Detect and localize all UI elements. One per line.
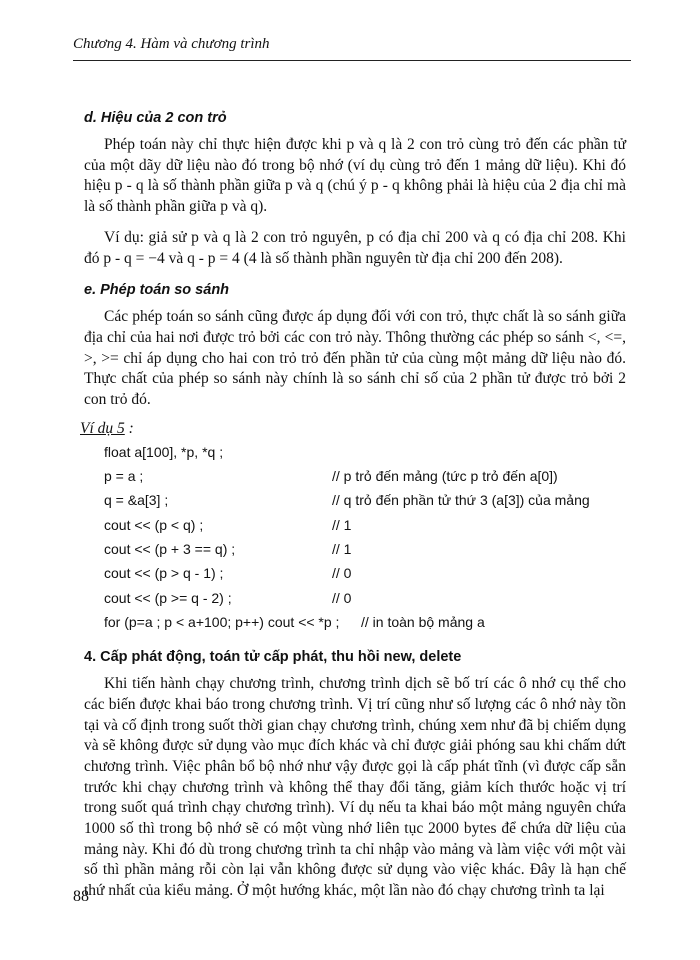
code-line: [84, 488, 626, 512]
section-d-paragraph-1: Phép toán này chỉ thực hiện được khi p và q là 2 con trỏ cùng trỏ đến các phần tử của một dãy dữ liệu nào đó trong bộ nhớ (ví dụ cùng trỏ đến 1 mảng dữ liệu). Khi đó hiệu p - q là số thành phần giữa p và q (chú ý p - q không phải là hiệu của 2 địa chỉ mà là số thành phần giữa p và q).: [84, 136, 626, 216]
code-line: [84, 561, 626, 585]
code-statement: p = a ;: [104, 468, 144, 485]
heading-e: e. Phép toán so sánh: [84, 282, 230, 299]
code-comment: // 0: [332, 589, 352, 606]
heading-section-4: 4. Cấp phát động, toán tử cấp phát, thu hồi new, delete: [84, 649, 462, 666]
code-statement: float a[100], *p, *q ;: [104, 443, 224, 460]
example-label: [80, 420, 626, 438]
code-statement: for (p=a ; p < a+100; p++) cout << *p ;: [104, 613, 340, 630]
code-comment: // p trỏ đến mảng (tức p trỏ đến a[0]): [332, 468, 558, 485]
code-statement: cout << (p >= q - 2) ;: [104, 589, 232, 606]
code-statement: cout << (p > q - 1) ;: [104, 565, 224, 582]
code-statement: q = &a[3] ;: [104, 492, 169, 509]
example-label-text: Ví dụ 5: [80, 419, 125, 437]
code-comment: // in toàn bộ mảng a: [361, 613, 485, 630]
code-line: [84, 586, 626, 610]
code-block: [84, 440, 626, 634]
code-line: [84, 513, 626, 537]
code-comment: // 1: [332, 540, 352, 557]
code-comment: // q trỏ đến phần tử thứ 3 (a[3]) của mảng: [332, 492, 590, 509]
code-statement: cout << (p + 3 == q) ;: [104, 540, 236, 557]
header-divider: [73, 60, 631, 61]
page-number: 88: [73, 888, 89, 905]
example-label-suffix: :: [124, 419, 134, 437]
running-header: Chương 4. Hàm và chương trình: [73, 36, 270, 52]
code-line: [84, 464, 626, 488]
heading-d: d. Hiệu của 2 con trỏ: [84, 110, 227, 126]
code-line: [84, 537, 626, 561]
section-e-paragraph-1: Các phép toán so sánh cũng được áp dụng đối với con trỏ, thực chất là so sánh giữa địa chỉ của hai nơi được trỏ bởi các con trỏ này. Thông thường các phép so sánh <, <=, >, >= chỉ áp dụng cho hai con trỏ trỏ đến phần tử của cùng một mảng dữ liệu nào đó. Thực chất của phép so sánh này chính là so sánh chỉ số của 2 phần tử được trỏ bởi 2 con trỏ đó.: [84, 308, 626, 409]
code-statement: cout << (p < q) ;: [104, 516, 204, 533]
code-comment: // 0: [332, 565, 352, 582]
page-content: [80, 110, 626, 902]
code-line: [84, 440, 626, 464]
section-d-paragraph-2: Ví dụ: giả sử p và q là 2 con trỏ nguyên, p có địa chỉ 200 và q có địa chỉ 208. Khi đó p - q = −4 và q - p = 4 (4 là số thành phần nguyên từ địa chỉ 200 đến 208).: [84, 228, 626, 267]
section-4-paragraph-1: Khi tiến hành chạy chương trình, chương trình dịch sẽ bố trí các ô nhớ cụ thể cho các biến được khai báo trong chương trình. Vị trí cũng như số lượng các ô nhớ này tồn tại và cố định trong suốt thời gian chạy chương trình, chúng xem như đã bị chiếm dụng và sẽ không được sử dụng vào mục đích khác và chỉ được giải phóng sau khi chấm dứt chương trình. Việc phân bổ bộ nhớ như vậy được gọi là cấp phát tĩnh (vì được cấp sẵn trước khi chạy chương trình và không thể thay đổi tăng, giảm kích thước hoặc vị trí trong suốt quá trình chạy chương trình). Ví dụ nếu ta khai báo một mảng nguyên chứa 1000 số thì trong bộ nhớ sẽ có một vùng nhớ liên tục 2000 bytes để chứa dữ liệu của mảng này. Khi đó dù trong chương trình ta chỉ nhập vào mảng và làm việc với một vài số thì phần mảng rỗi còn lại vẫn không được sử dụng vào việc khác. Đây là hạn chế thứ nhất của kiểu mảng. Ở một hướng khác, một lần nào đó chạy chương trình ta lại: [84, 675, 626, 900]
code-comment: // 1: [332, 516, 352, 533]
code-line: [84, 610, 626, 634]
